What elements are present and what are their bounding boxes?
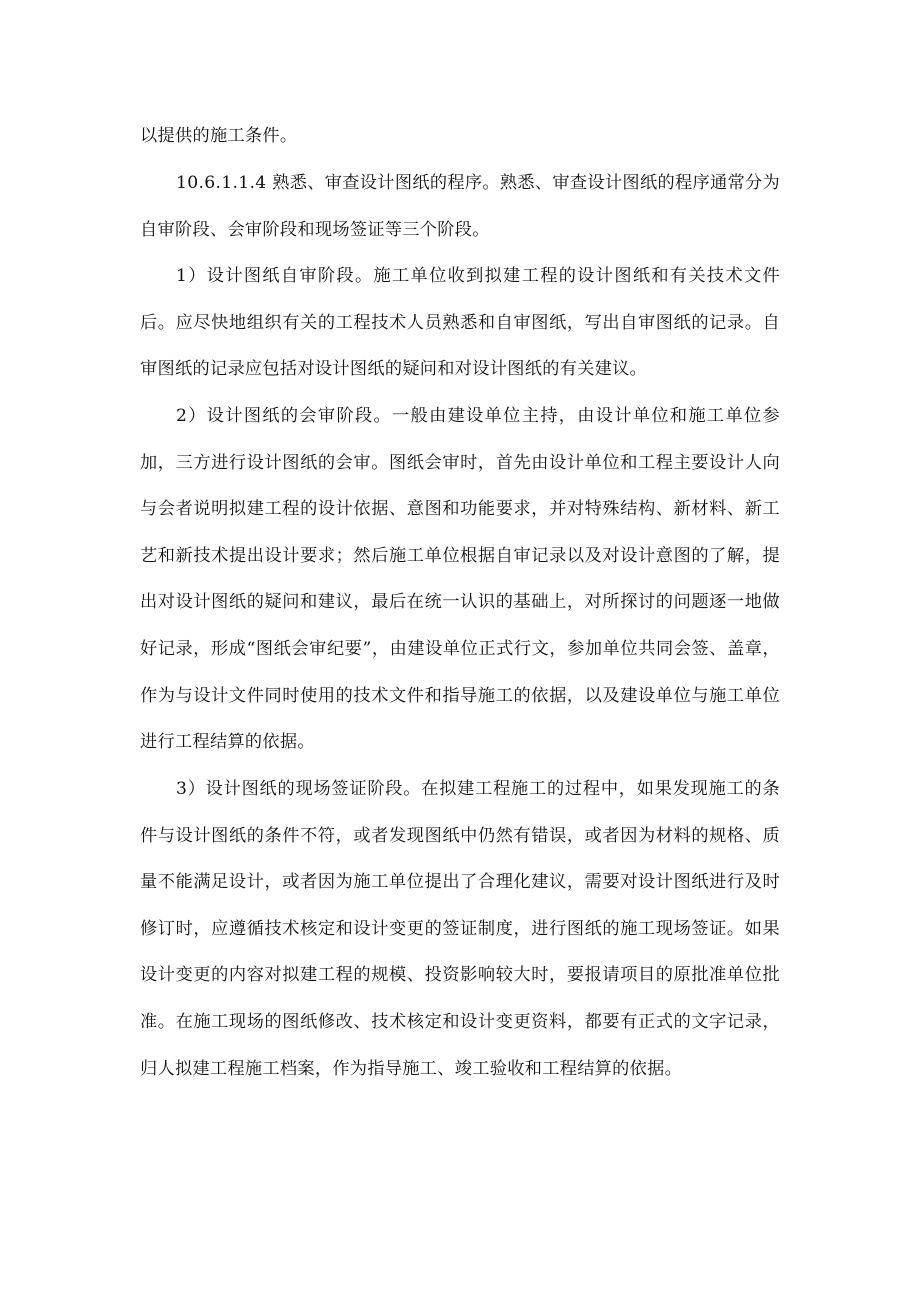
paragraph-section-10-6-1-1-4: 10.6.1.1.4 熟悉、审查设计图纸的程序。熟悉、审查设计图纸的程序通常分为自审阶段、会审阶段和现场签证等三个阶段。 [140, 173, 780, 240]
paragraph-joint-review-stage: 2）设计图纸的会审阶段。一般由建设单位主持，由设计单位和施工单位参加，三方进行设计图纸的会审。图纸会审时，首先由设计单位和工程主要设计人向与会者说明拟建工程的设计依据、意图和功能要求，并对特殊结构、新材料、新工艺和新技术提出设计要求；然后施工单位根据自审记录以及对设计意图的了解，提出对设计图纸的疑问和建议，最后在统一认识的基础上，对所探讨的问题逐一地做好记录，形成“图纸会审纪要”，由建设单位正式行文，参加单位共同会签、盖章，作为与设计文件同时使用的技术文件和指导施工的依据，以及建设单位与施工单位进行工程结算的依据。 [140, 406, 780, 753]
paragraph-self-review-stage: 1）设计图纸自审阶段。施工单位收到拟建工程的设计图纸和有关技术文件后。应尽快地组织有关的工程技术人员熟悉和自审图纸，写出自审图纸的记录。自审图纸的记录应包括对设计图纸的疑问和对设计图纸的有关建议。 [140, 266, 780, 380]
paragraph-continuation: 以提供的施工条件。 [140, 126, 298, 146]
paragraph-site-visa-stage: 3）设计图纸的现场签证阶段。在拟建工程施工的过程中，如果发现施工的条件与设计图纸的条件不符，或者发现图纸中仍然有错误，或者因为材料的规格、质量不能满足设计，或者因为施工单位提出了合理化建议，需要对设计图纸进行及时修订时，应遵循技术核定和设计变更的签证制度，进行图纸的施工现场签证。如果设计变更的内容对拟建工程的规模、投资影响较大时，要报请项目的原批准单位批准。在施工现场的图纸修改、技术核定和设计变更资料，都要有正式的文字记录，归人拟建工程施工档案，作为指导施工、竣工验收和工程结算的依据。 [140, 779, 780, 1079]
